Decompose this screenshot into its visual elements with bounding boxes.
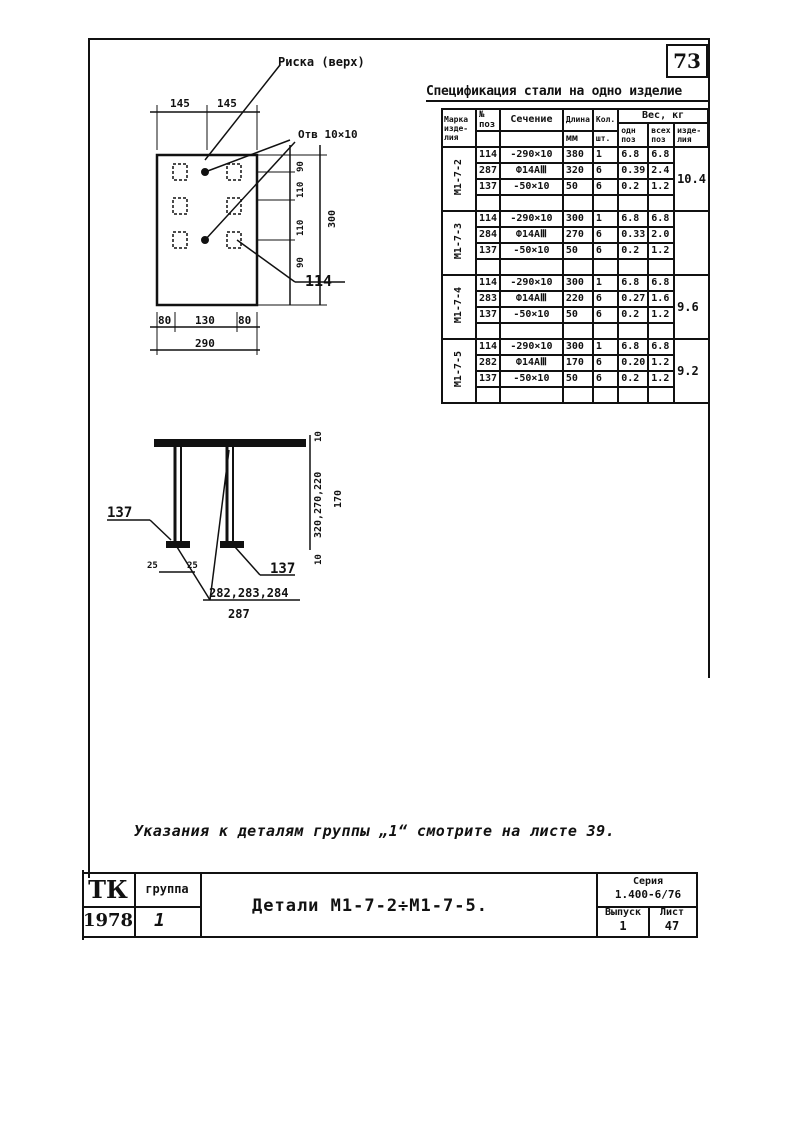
spec-cell-length: 50 [563,179,593,195]
header-pos: № поз [476,109,500,131]
spec-cell-qty: 1 [593,275,618,291]
spec-cell-w-all: 6.8 [648,275,674,291]
side-plate [155,440,305,446]
rod-square [227,164,241,180]
spec-cell-length: 270 [563,227,593,243]
frame-left [88,38,90,878]
spec-mark-text: М1-7-4 [452,286,464,324]
rod-square [227,198,241,214]
spec-cell-qty: 6 [593,163,618,179]
spec-blank-row [442,195,708,211]
header-w-one: одн поз [618,123,648,147]
spec-row [442,211,708,227]
spec-cell-pos: 114 [476,275,500,291]
spec-row [442,339,708,355]
spec-item-total: 9.6 [674,275,708,339]
group-label: группа [145,882,189,896]
spec-cell-pos: 137 [476,307,500,323]
spec-cell-qty: 6 [593,227,618,243]
spec-title: Спецификация стали на одно изделие [426,84,682,99]
spec-cell-qty: 1 [593,211,618,227]
spec-cell-length: 170 [563,355,593,371]
spec-cell-section: -290×10 [500,275,563,291]
spec-cell-w-all: 6.8 [648,211,674,227]
spec-cell-w-all: 2.0 [648,227,674,243]
spec-cell-w-all: 2.4 [648,163,674,179]
spec-cell-length: 300 [563,275,593,291]
year-cell [82,906,136,936]
header-section: Сечение [500,109,563,131]
series-value: 1.400-6/76 [614,888,682,901]
dim-10-top: 10 [314,431,324,442]
spec-row [442,179,708,195]
dim-110-a: 110 [296,181,306,198]
dim-25b: 25 [187,561,198,571]
spec-cell-w-all: 1.2 [648,179,674,195]
sheet-value: 47 [664,919,680,933]
frame-top [88,38,710,40]
spec-cell-length: 50 [563,371,593,387]
spec-cell-pos: 137 [476,371,500,387]
spec-row [442,227,708,243]
spec-cell-qty: 6 [593,355,618,371]
spec-mark-text: М1-7-5 [452,350,464,388]
dim-290: 290 [195,337,215,350]
spec-cell-section: -290×10 [500,211,563,227]
dim-80-a: 80 [158,314,172,327]
spec-cell-w-one: 0.2 [618,243,648,259]
page-number-box [666,44,708,78]
spec-cell-pos: 114 [476,339,500,355]
spec-cell-pos: 137 [476,243,500,259]
spec-cell-section: Ф14АⅢ [500,163,563,179]
spec-cell-w-one: 0.33 [618,227,648,243]
header-mark: Марка изде-лия [442,109,476,147]
spec-blank-row [442,387,708,403]
spec-cell-section: -50×10 [500,307,563,323]
spec-cell-w-all: 6.8 [648,339,674,355]
group-label-cell [134,874,202,908]
header-w-item: изде-лия [674,123,708,147]
spec-cell-length: 300 [563,211,593,227]
year-label: 1978 [82,910,134,931]
spec-cell-pos: 287 [476,163,500,179]
spec-cell-section: -50×10 [500,371,563,387]
spec-mark [442,275,476,339]
spec-cell-w-all: 6.8 [648,147,674,163]
spec-cell-w-one: 0.20 [618,355,648,371]
spec-cell-length: 50 [563,243,593,259]
spec-item-total: 9.2 [674,339,708,403]
dim-90: 90 [296,161,306,172]
issue-value: 1 [619,919,627,933]
dim-130: 130 [195,314,215,327]
spec-mark-text: М1-7-3 [452,222,464,260]
pos-rods: 282,283,284 [209,586,289,600]
spec-cell-w-all: 1.2 [648,371,674,387]
dim-145-a: 145 [170,97,190,110]
spec-row [442,355,708,371]
spec-cell-pos: 114 [476,147,500,163]
spec-mark [442,147,476,211]
note-text: Указания к деталям группы „1“ смотрите на листе 39. [134,822,615,840]
series-label: Серия [632,876,664,887]
org-label: ТК [88,875,128,904]
page-number: 73 [673,49,701,73]
series-cell [596,874,698,908]
spec-cell-pos: 114 [476,211,500,227]
spec-mark-text: М1-7-2 [452,158,464,196]
dim-80-b: 80 [238,314,252,327]
spec-cell-length: 380 [563,147,593,163]
spec-cell-w-one: 6.8 [618,147,648,163]
spec-cell-pos: 284 [476,227,500,243]
spec-item-total: 10.4 [674,147,708,211]
spec-cell-w-one: 0.39 [618,163,648,179]
group-value: 1 [154,910,165,931]
spec-cell-section: Ф14АⅢ [500,355,563,371]
spec-item-total [674,211,708,275]
header-length-unit: мм [563,131,593,147]
spec-cell-section: Ф14АⅢ [500,291,563,307]
header-w-all: всех поз [648,123,674,147]
rod-square [173,198,187,214]
anchor-plate [221,542,243,547]
pos-137-right: 137 [270,561,296,577]
drawing-area [95,50,425,630]
dim-145-b: 145 [217,97,237,110]
spec-mark [442,339,476,403]
sheet-label: Лист [659,907,685,918]
spec-cell-w-one: 0.27 [618,291,648,307]
spec-cell-w-one: 6.8 [618,211,648,227]
spec-cell-section: -50×10 [500,243,563,259]
spec-cell-section: -290×10 [500,339,563,355]
spec-cell-w-one: 0.2 [618,371,648,387]
rod-square [227,232,241,248]
spec-cell-length: 50 [563,307,593,323]
spec-blank-row [442,323,708,339]
issue-label: Выпуск [604,907,642,918]
dim-25: 25 [147,561,158,571]
pos-137-left: 137 [107,505,133,521]
dim-height: 320,270,220 [313,471,324,538]
spec-table [441,108,709,404]
dim-110-b: 110 [296,219,306,236]
spec-cell-qty: 1 [593,339,618,355]
spec-cell-qty: 6 [593,371,618,387]
spec-cell-pos: 283 [476,291,500,307]
spec-title-underline [426,100,710,102]
spec-cell-qty: 6 [593,179,618,195]
plate-outline [157,155,257,305]
header-weight: Вес, кг [618,109,708,123]
spec-row [442,147,708,163]
spec-cell-qty: 6 [593,291,618,307]
spec-row [442,307,708,323]
header-qty-unit: шт. [593,131,618,147]
spec-cell-w-all: 1.2 [648,355,674,371]
spec-row [442,163,708,179]
spec-cell-w-one: 6.8 [618,275,648,291]
spec-cell-section: Ф14АⅢ [500,227,563,243]
label-otv: Отв 10×10 [298,128,358,141]
dim-10-bot: 10 [314,554,324,565]
title-block [82,872,698,938]
pos-287: 287 [228,607,250,621]
spec-cell-qty: 6 [593,307,618,323]
drawing-title: Детали М1-7-2÷М1-7-5. [252,896,488,916]
dim-170: 170 [333,489,344,508]
header-length: Длина [563,109,593,131]
dim-90b: 90 [296,257,306,268]
spec-cell-pos: 137 [476,179,500,195]
spec-cell-length: 320 [563,163,593,179]
spec-cell-length: 300 [563,339,593,355]
spec-cell-w-all: 1.2 [648,243,674,259]
spec-row [442,291,708,307]
spec-cell-section: -290×10 [500,147,563,163]
rod-square [173,164,187,180]
spec-cell-section: -50×10 [500,179,563,195]
spec-cell-w-all: 1.6 [648,291,674,307]
anchor-plate [167,542,189,547]
pos-114: 114 [305,272,333,290]
rod-square [173,232,187,248]
spec-cell-w-one: 6.8 [618,339,648,355]
spec-row [442,243,708,259]
spec-mark [442,211,476,275]
label-riska: Риска (верх) [278,55,365,69]
spec-cell-qty: 6 [593,243,618,259]
dim-300: 300 [327,209,338,228]
sheet-cell [648,906,696,936]
spec-cell-pos: 282 [476,355,500,371]
spec-cell-w-all: 1.2 [648,307,674,323]
spec-row [442,275,708,291]
spec-cell-length: 220 [563,291,593,307]
spec-cell-qty: 1 [593,147,618,163]
spec-row [442,371,708,387]
spec-cell-w-one: 0.2 [618,307,648,323]
group-value-cell [134,906,202,936]
header-qty: Кол. [593,109,618,131]
spec-cell-w-one: 0.2 [618,179,648,195]
spec-blank-row [442,259,708,275]
issue-cell [596,906,650,936]
org-cell [82,874,136,908]
